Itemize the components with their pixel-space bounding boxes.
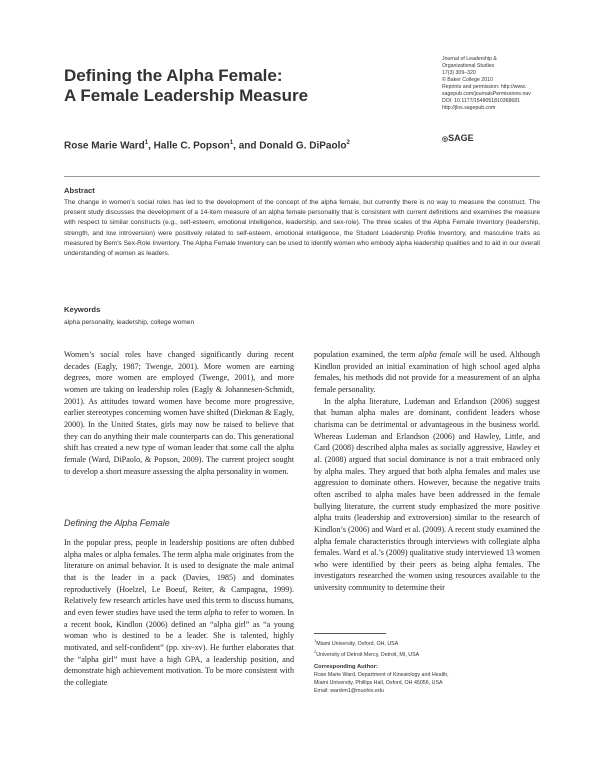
- affiliation-marker: 1: [144, 140, 149, 146]
- journal-info: [442, 56, 592, 112]
- body-text: In the popular press, people in leadership positions are often dubbed alpha males or alpha females. The term alpha male originates from the literature on animal behavior. It is used to designate the male animal that is the leader in a pack (Davies, 1985) and dominates reproductively (Hoelzel, Le Boeuf, Reiter, & Campagna, 1999). Relatively few research articles have used this term to discuss humans, and even fewer studies have used the term: [64, 538, 294, 617]
- sage-logo: [442, 133, 474, 143]
- body-text-italic: alpha: [204, 607, 223, 617]
- title-line-2: A Female Leadership Measure: [64, 86, 309, 105]
- article-title: [64, 66, 404, 106]
- keywords-text: alpha personality, leadership, college women: [64, 319, 195, 326]
- journal-info-line: sagepub.com/journalsPermissions.nav: [442, 91, 531, 97]
- journal-info-line: 17(3) 309–320: [442, 70, 476, 76]
- author-list: [64, 140, 444, 151]
- affiliation-text: Miami University, Oxford, OH, USA: [316, 640, 399, 647]
- footnote-divider: [314, 633, 386, 634]
- body-text: population examined, the term: [314, 350, 416, 359]
- corresponding-author-line: Miami University, Phillips Hall, Oxford, OH 45056, USA: [314, 680, 443, 686]
- divider: [64, 176, 540, 177]
- author-name: , and Donald G. DiPaolo: [233, 140, 347, 152]
- title-line-1: Defining the Alpha Female:: [64, 66, 283, 85]
- sage-logo-icon: ◎: [442, 136, 449, 143]
- abstract-heading: Abstract: [64, 186, 95, 195]
- body-paragraph: [314, 349, 540, 396]
- affiliation-marker: 2: [314, 648, 317, 654]
- journal-info-line: Reprints and permission: http://www.: [442, 84, 527, 90]
- journal-info-line: http://jlos.sagepub.com: [442, 105, 496, 111]
- corresponding-author-email: Email: wardrm1@muohio.edu: [314, 688, 384, 694]
- affiliation-marker: 1: [314, 638, 317, 643]
- sage-logo-text: SAGE: [448, 133, 474, 143]
- affiliation: [314, 648, 540, 659]
- body-paragraph: Women’s social roles have changed significantly during recent decades (Eagly, 1987; Twenge, 2001). More women are earning degrees, more women are employed (Twenge, 2001), and more women are taking on leadership roles (Eagly & Johannesen-Schmidt, 2001). As attitudes toward women have become more progressive, earlier stereotypes concerning women have shifted (Diekman & Eagly, 2000). In the United States, girls may now be raised to believe that they can do anything their male counterparts can do. This generational shift has created a new type of woman leader that some call the alpha female (Ward, DiPaolo, & Popson, 2009). The current project sought to develop a short measure assessing the alpha personality in women.: [64, 350, 294, 476]
- body-column-left: [64, 349, 294, 477]
- affiliations: [314, 637, 540, 659]
- body-text-italic: alpha female: [418, 350, 462, 359]
- corresponding-author: [314, 663, 540, 695]
- journal-info-line: Journal of Leadership &: [442, 56, 497, 62]
- body-paragraph: In the alpha literature, Ludeman and Erlandson (2006) suggest that human alpha males are dominant, confident leaders whose charisma can be detrimental or advantageous in the business world. Whereas Ludeman and Erlandson (2006) and Hawley, Little, and Card (2008) described alpha males as socially aggressive, Hawley et al. (2008) argued that social dominance is not a trait embraced only by alpha males. They argued that both alpha females and males use aggression to dominate others. However, because the negative traits often ascribed to alpha males have been addressed in the female bullying literature, the current study emphasized the more positive alpha traits (leadership and extroversion) similar to the research of Kindlon’s (2006) and Ward et al. (2009). A recent study examined the alpha female characteristics through interviews with collegiate alpha females. Ward et al.’s (2009) qualitative study interviewed 13 women who were identified by their peers as being alpha females. The investigators researched the women using resources available to the university community to determine their: [314, 396, 540, 593]
- abstract-text: The change in women’s social roles has led to the development of the concept of the alpha female, but currently there is no way to measure the construct. The present study discusses the development of a 14-item measure of an alpha female personality that is consistent with current definitions and examines the measure with respect to similar constructs (e.g., self-esteem, emotional intelligence, leadership, and sex-role). The three scales of the Alpha Female Inventory (leadership, strength, and low introversion) were positively related to self-esteem, emotional intelligence, the Student Leadership Profile Inventory, and masculine traits as measured by Bem’s Sex-Role Inventory. The Alpha Female Inventory can be used to identify women who embody alpha leadership qualities and to aid in our overall understanding of women as leaders.: [64, 199, 540, 258]
- keywords-heading: Keywords: [64, 305, 101, 314]
- journal-info-line: DOI: 10.1177/1548051810368681: [442, 98, 521, 104]
- affiliation-marker: 1: [229, 140, 234, 146]
- body-text: will be used. Although Kindlon provided an initial examination of high school aged alpha females, his methods did not provide for a measurement of an alpha female personality.: [314, 350, 540, 394]
- journal-info-line: Organizational Studies: [442, 63, 495, 69]
- body-text: to refer to women. In a recent book, Kindlon (2006) defined an “alpha girl” as “a young woman who is destined to be a leader. She is talented, highly motivated, and self-confident” (pp. xiv-xv). He further elaborates that the “alpha girl” must have a high GPA, a leadership position, and demonstrate high achievement motivation. To be more consistent with the collegiate: [64, 607, 294, 687]
- corresponding-author-heading: Corresponding Author:: [314, 664, 378, 670]
- author-name: , Halle C. Popson: [148, 140, 230, 152]
- section-subheading: Defining the Alpha Female: [64, 518, 170, 528]
- affiliation: [314, 637, 540, 648]
- body-column-left-continued: [64, 537, 294, 689]
- body-column-right: [314, 349, 540, 594]
- affiliation-text: University of Detroit Mercy, Detroit, MI, USA: [316, 651, 420, 658]
- journal-info-line: © Baker College 2010: [442, 77, 493, 83]
- body-paragraph: [64, 537, 294, 689]
- author-name: Rose Marie Ward: [64, 140, 145, 152]
- affiliation-marker: 2: [346, 140, 350, 146]
- corresponding-author-line: Rose Marie Ward, Department of Kinesiology and Health,: [314, 672, 449, 678]
